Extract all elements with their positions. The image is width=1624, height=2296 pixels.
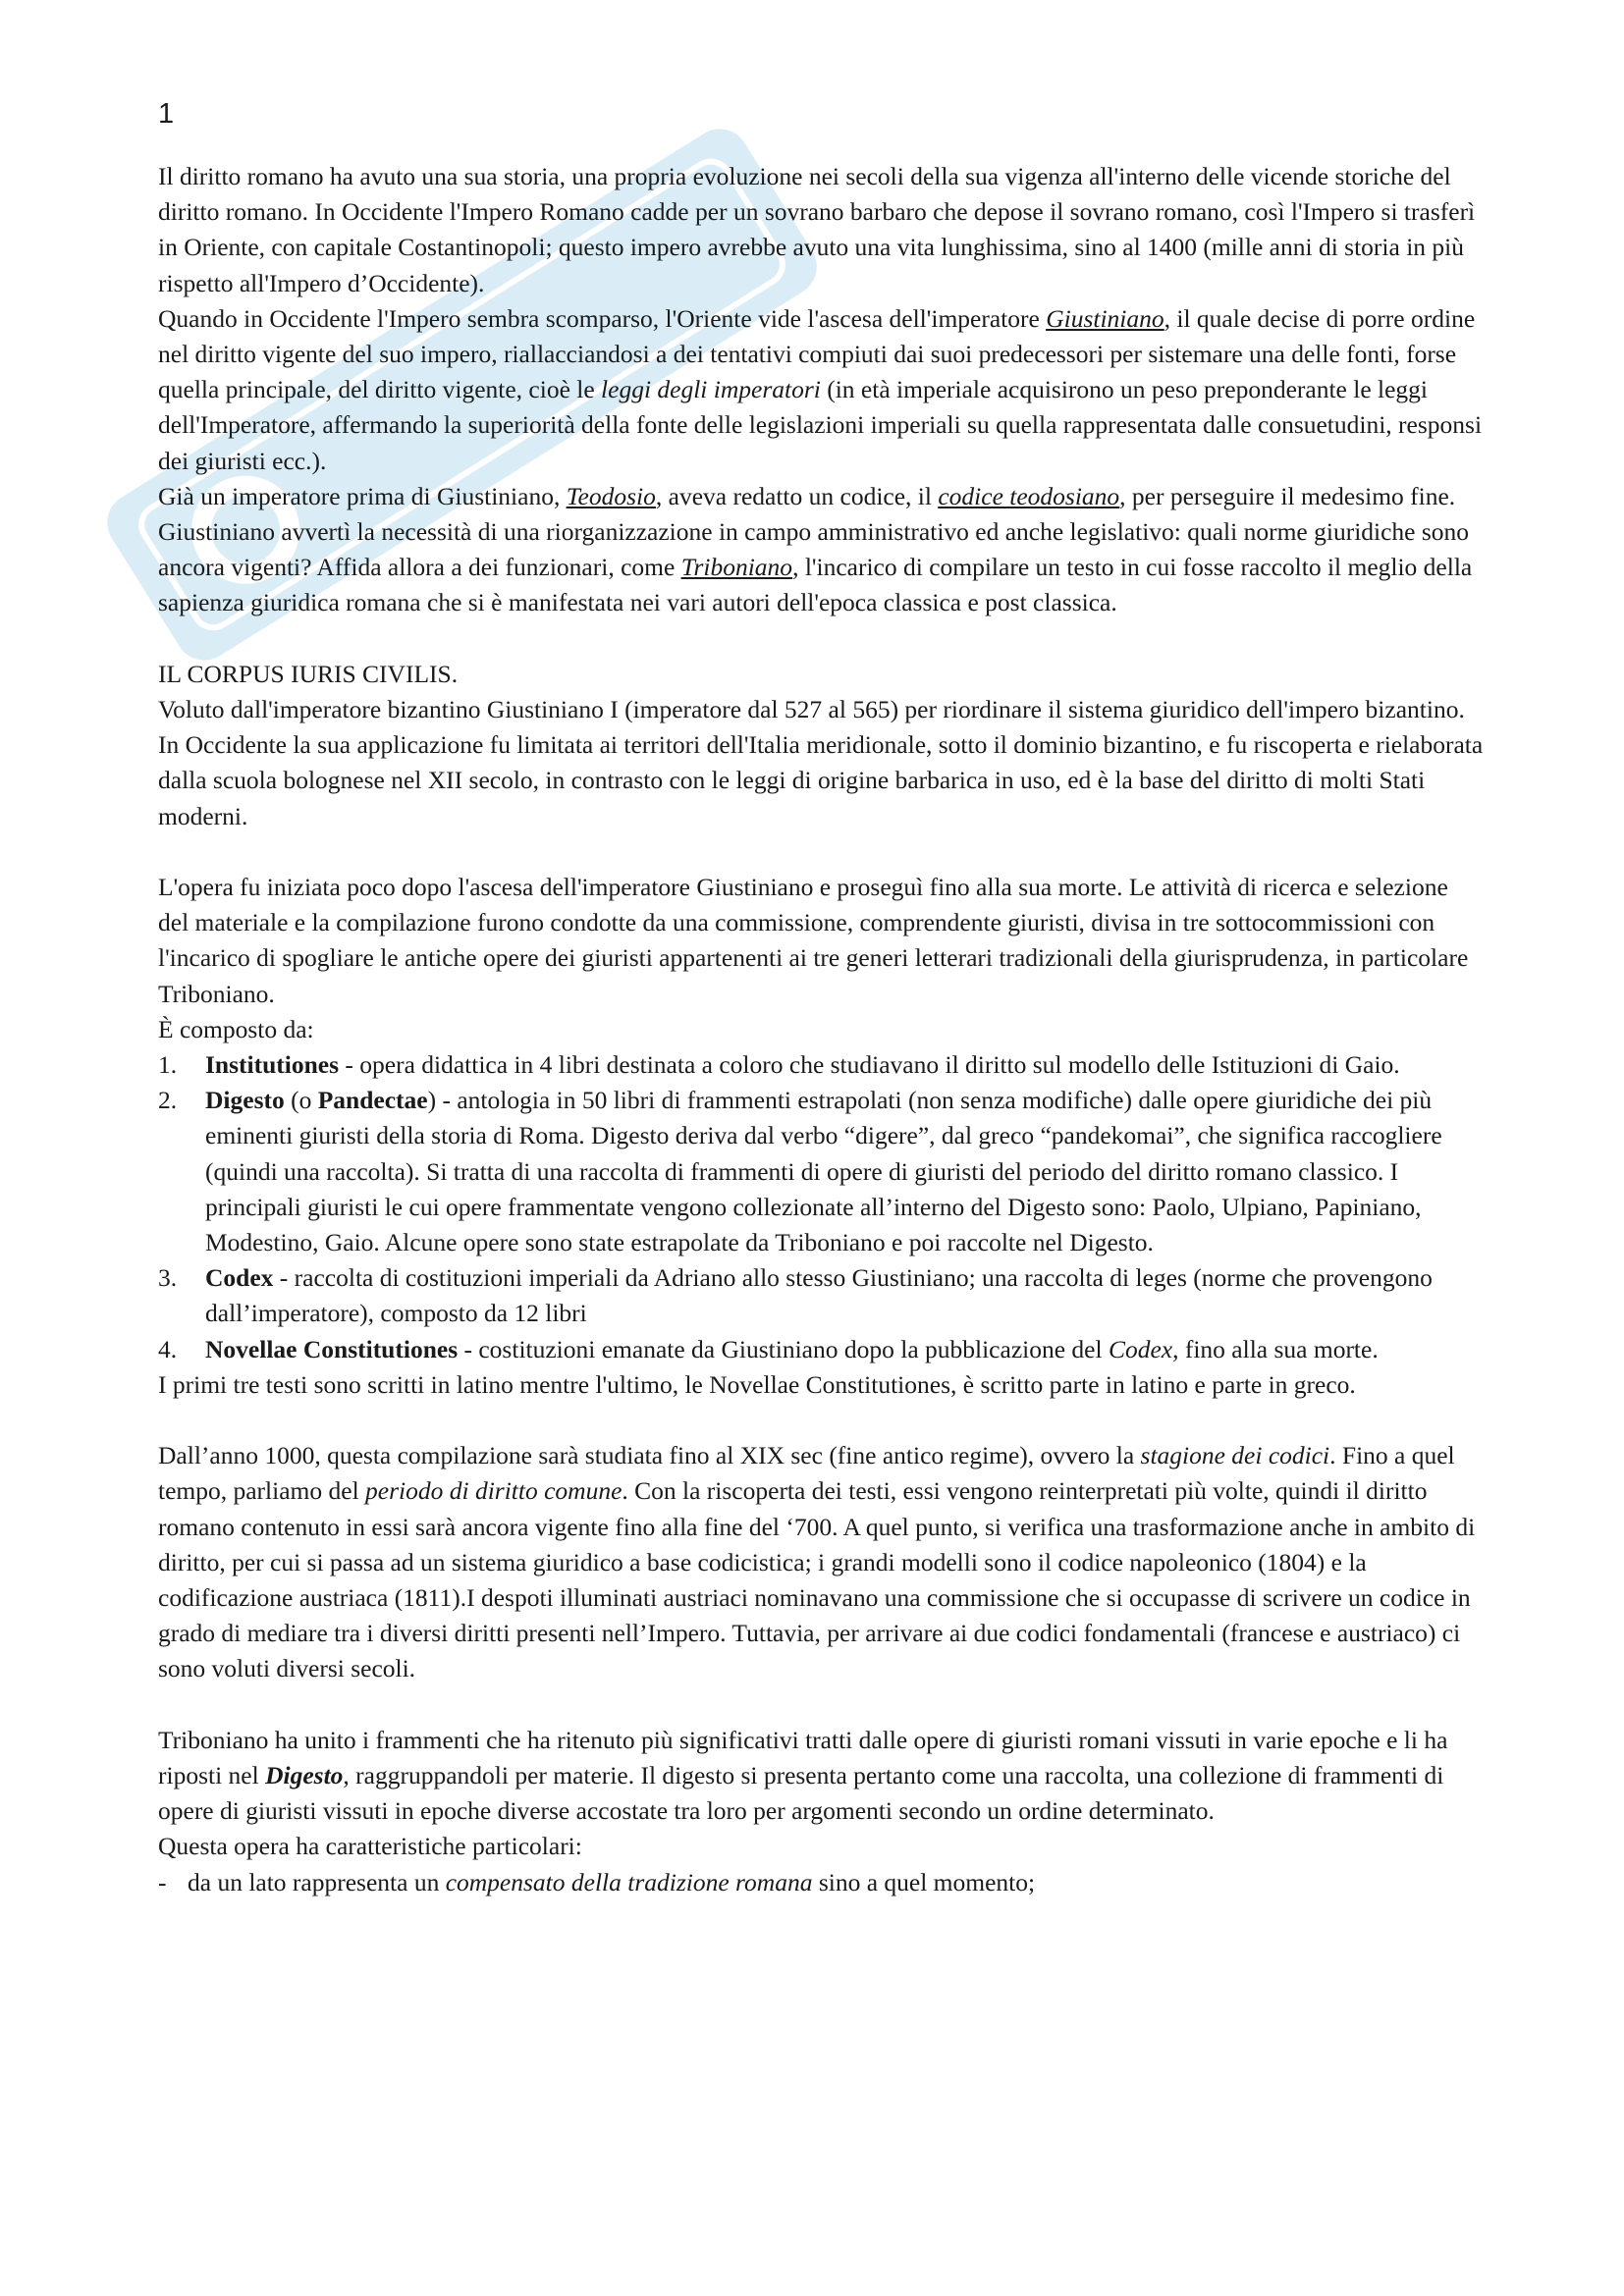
list-item-text: - opera didattica in 4 libri destinata a coloro che studiavano il diritto sul modello delle Istituzioni di Gaio.: [339, 1050, 1400, 1080]
emphasis-triboniano: Triboniano: [680, 553, 793, 582]
paragraph-text: , aveva redatto un codice, il: [655, 481, 939, 510]
list-item: [158, 1865, 1484, 1900]
paragraph-giustiniano: [158, 301, 1484, 479]
list-item-text: - costituzioni emanate da Giustiniano dopo la pubblicazione del: [458, 1334, 1109, 1363]
paragraph-text: . Con la riscoperta dei testi, essi vengono reinterpretati più volte, quindi il diritto romano contenuto in essi sarà ancora vigente fino alla fine del ‘700. A quel punto, si verifica una trasformazione anche in ambito di diritto, per cui si passa ad un sistema giuridico a base codicistica; i grandi modelli sono il codice napoleonico (1804) e la codificazione austriaca (1811).I despoti illuminati austriaci nominavano una commissione che si occupasse di scrivere un codice in grado di mediare tra i diversi diritti presenti nell’Impero. Tuttavia, per arrivare ai due codici fondamentali (francese e austriaco) ci sono voluti diversi secoli.: [158, 1476, 1476, 1683]
spacer: [158, 621, 1484, 657]
paragraph-text: Già un imperatore prima di Giustiniano,: [158, 481, 567, 510]
emphasis-compensato: compensato della tradizione romana: [445, 1867, 813, 1896]
dash-marker: -: [158, 1867, 167, 1896]
list-item-text: , fino alla sua morte.: [1172, 1334, 1379, 1363]
list-item-title: Institutiones: [205, 1050, 340, 1080]
list-item-text: (o: [284, 1086, 318, 1115]
emphasis-codex: Codex: [1108, 1334, 1173, 1363]
paragraph-teodosio: [158, 479, 1484, 621]
emphasis-teodosio: Teodosio: [566, 481, 656, 510]
spacer: [158, 1403, 1484, 1438]
paragraph-intro: [158, 159, 1484, 301]
emphasis-giustiniano: Giustiniano: [1046, 303, 1164, 333]
paragraph-lingue: I primi tre testi sono scritti in latino mentre l'ultimo, le Novellae Constitutiones, è scritto parte in latino e parte in greco.: [158, 1369, 1356, 1399]
paragraph-text: Il diritto romano ha avuto una sua storia, una propria evoluzione nei secoli della sua vigenza all'interno delle vicende storiche del diritto romano. In Occidente l'Impero Romano cadde per un sovrano barbaro che depose il sovrano romano, così l'Impero si trasferì in Oriente, con capitale Costantinopoli; questo impero avrebbe avuto una vita lunghissima, sino al 1400 (mille anni di storia in più rispetto all'Impero d’Occidente).: [158, 162, 1476, 297]
list-item-text: - raccolta di costituzioni imperiali da Adriano allo stesso Giustiniano; una raccolta di leges (norme che provengono dall’imperatore), composto da 12 libri: [205, 1263, 1433, 1328]
paragraph-corpus: Voluto dall'imperatore bizantino Giustiniano I (imperatore dal 527 al 565) per riordinare il sistema giuridico dell'impero bizantino. In Occidente la sua applicazione fu limitata ai territori dell'Italia meridionale, sotto il dominio bizantino, e fu riscoperta e rielaborata dalla scuola bolognese nel XII secolo, in contrasto con le leggi di origine barbarica in uso, ed è la base del diritto di molti Stati moderni.: [158, 695, 1484, 830]
list-number: 2.: [158, 1086, 178, 1115]
list-item-title: Novellae Constitutiones: [205, 1334, 459, 1363]
document-body: [158, 159, 1484, 1900]
list-item: [158, 1332, 1484, 1367]
paragraph-text: (in età imperiale acquisirono un peso preponderante le leggi dell'Imperatore, affermando la superiorità della fonte delle legislazioni imperiali su quella rappresentata dalle consuetudini, responsi dei giuristi ecc.).: [158, 375, 1483, 475]
paragraph-text: , per perseguire il medesimo fine. Giustiniano avvertì la necessità di una riorganizzazione in campo amministrativo ed anche legislativo: quali norme giuridiche sono ancora vigenti? Affida allora a dei funzionari, come: [158, 481, 1470, 582]
paragraph-text: Dall’anno 1000, questa compilazione sarà studiata fino al XIX sec (fine antico regime), ovvero la: [158, 1441, 1141, 1470]
emphasis-leggi-imperatori: leggi degli imperatori: [601, 375, 821, 404]
paragraph-text: , l'incarico di compilare un testo in cui fosse raccolto il meglio della sapienza giuridica romana che si è manifestata nei vari autori dell'epoca classica e post classica.: [158, 553, 1473, 617]
emphasis-diritto-comune: periodo di diritto comune: [365, 1476, 623, 1506]
paragraph-triboniano: [158, 1723, 1484, 1830]
list-item-title: Digesto: [205, 1086, 285, 1115]
paragraph-caratteristiche: Questa opera ha caratteristiche particolari:: [158, 1832, 582, 1861]
list-item: [158, 1047, 1484, 1083]
numbered-list: [158, 1047, 1484, 1367]
spacer: [158, 1687, 1484, 1723]
paragraph-text: , il quale decise di porre ordine nel diritto vigente del suo impero, riallacciandosi a dei tentativi compiuti dai suoi predecessori per sistemare una delle fonti, forse quella principale, del diritto vigente, cioè le: [158, 303, 1476, 404]
paragraph-anno-1000: [158, 1438, 1484, 1686]
list-item: [158, 1083, 1484, 1260]
paragraph-text: Quando in Occidente l'Impero sembra scomparso, l'Oriente vide l'ascesa dell'imperatore: [158, 303, 1047, 333]
list-number: 3.: [158, 1263, 178, 1293]
emphasis-codice-teodosiano: codice teodosiano: [938, 481, 1120, 510]
dash-list: [158, 1865, 1484, 1900]
list-number: 4.: [158, 1334, 178, 1363]
section-heading: IL CORPUS IURIS CIVILIS.: [158, 659, 459, 688]
list-number: 1.: [158, 1050, 178, 1080]
paragraph-text: , raggruppandoli per materie. Il digesto si presenta pertanto come una raccolta, una collezione di frammenti di opere di giuristi vissuti in epoche diverse accostate tra loro per argomenti secondo un ordine determinato.: [158, 1761, 1444, 1826]
list-item-text: sino a quel momento;: [812, 1867, 1036, 1896]
spacer: [158, 834, 1484, 870]
paragraph-composto: È composto da:: [158, 1014, 314, 1043]
paragraph-text: Triboniano ha unito i frammenti che ha ritenuto più significativi tratti dalle opere di giuristi romani vissuti in varie epoche e li ha riposti nel: [158, 1725, 1448, 1790]
emphasis-digesto: Digesto: [265, 1761, 344, 1790]
page-number: 1: [158, 98, 175, 130]
list-item: [158, 1260, 1484, 1331]
list-item-text: ) - antologia in 50 libri di frammenti estrapolati (non senza modifiche) dalle opere giuridiche dei più eminenti giuristi della storia di Roma. Digesto deriva dal verbo “digere”, dal greco “pandekomai”, che significa raccogliere (quindi una raccolta). Si tratta di una raccolta di frammenti di opere di giuristi del periodo del diritto romano classico. I principali giuristi le cui opere frammentate vengono collezionate all’interno del Digesto sono: Paolo, Ulpiano, Papiniano, Modestino, Gaio. Alcune opere sono state estrapolate da Triboniano e poi raccolte nel Digesto.: [205, 1086, 1442, 1257]
emphasis-stagione-codici: stagione dei codici: [1140, 1441, 1330, 1470]
paragraph-opera: L'opera fu iniziata poco dopo l'ascesa dell'imperatore Giustiniano e proseguì fino alla sua morte. Le attività di ricerca e selezione del materiale e la compilazione furono condotte da una commissione, comprendente giuristi, divisa in tre sottocommissioni con l'incarico di spogliare le antiche opere dei giuristi appartenenti ai tre generi letterari tradizionali della giurisprudenza, in particolare Triboniano.: [158, 873, 1469, 1008]
list-item-text: da un lato rappresenta un: [188, 1867, 446, 1896]
list-item-title: Codex: [205, 1263, 274, 1293]
list-item-title: Pandectae: [317, 1086, 428, 1115]
paragraph-text: . Fino a quel tempo, parliamo del: [158, 1441, 1455, 1506]
